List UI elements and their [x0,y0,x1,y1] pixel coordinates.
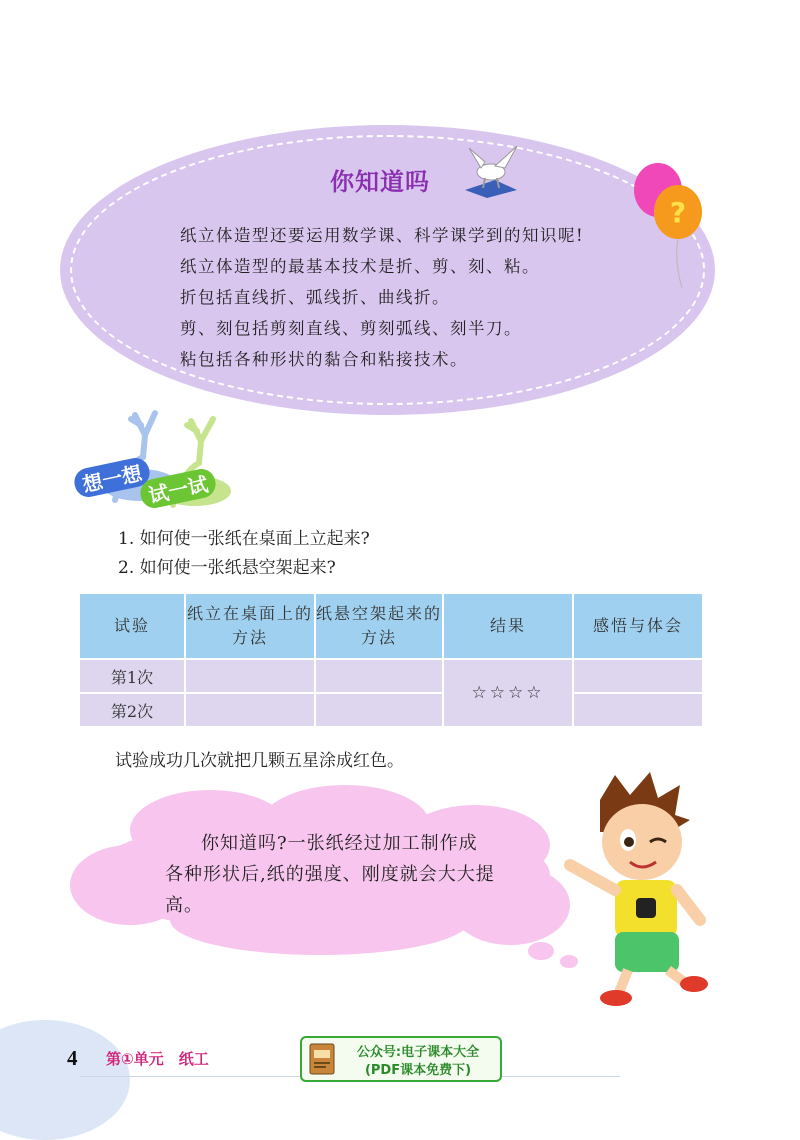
info-line-4: 剪、刻包括剪刻直线、剪刻弧线、刻半刀。 [180,319,522,338]
page-number: 4 [67,1046,78,1070]
info-line-1: 纸立体造型还要运用数学课、科学课学到的知识呢! [180,226,585,245]
experiment-table [78,592,704,728]
cloud-dot [528,942,554,960]
table-row [80,694,702,726]
header-suspend-method: 纸悬空架起来的方法 [316,594,442,658]
unit-label: 第①单元 纸工 [106,1050,209,1068]
row-label-1: 第1次 [80,660,184,692]
pegasus-icon [455,140,525,200]
table-cell [186,660,314,692]
header-stand-method: 纸立在桌面上的方法 [186,594,314,658]
table-cell [574,660,702,692]
info-line-5: 粘包括各种形状的黏合和粘接技术。 [180,350,468,369]
question-1: 1. 如何使一张纸在桌面上立起来? [118,529,370,549]
table-header-row [80,594,702,658]
table-cell [316,694,442,726]
balloon-question-mark: ? [669,196,687,229]
think-label: 想一想 [72,455,152,499]
footer-decoration [0,1020,130,1140]
try-label: 试一试 [138,466,218,510]
cloud-text: 你知道吗?一张纸经过加工制作成各种形状后,纸的强度、刚度就会大大提高。 [165,833,495,916]
result-stars: ☆☆☆☆ [444,660,572,726]
header-reflection: 感悟与体会 [574,594,702,658]
header-result: 结果 [444,594,572,658]
table-row [80,660,702,692]
boy-character-icon [560,770,720,1010]
row-label-2: 第2次 [80,694,184,726]
question-2: 2. 如何使一张纸悬空架起来? [118,558,336,578]
promo-line-1: 公众号:电子课本大全 [356,1045,480,1060]
promo-box [300,1036,502,1082]
info-line-2: 纸立体造型的最基本技术是折、剪、刻、粘。 [180,257,540,276]
book-icon [308,1042,338,1076]
info-line-3: 折包括直线折、弧线折、曲线折。 [180,288,450,307]
instruction-text: 试验成功几次就把几颗五星涂成红色。 [115,751,404,771]
table-cell [186,694,314,726]
info-title: 你知道吗 [330,168,430,196]
promo-line-2: (PDF课本免费下) [364,1063,472,1078]
table-cell [316,660,442,692]
balloons-icon [628,160,708,290]
table-cell [574,694,702,726]
header-trial: 试验 [80,594,184,658]
